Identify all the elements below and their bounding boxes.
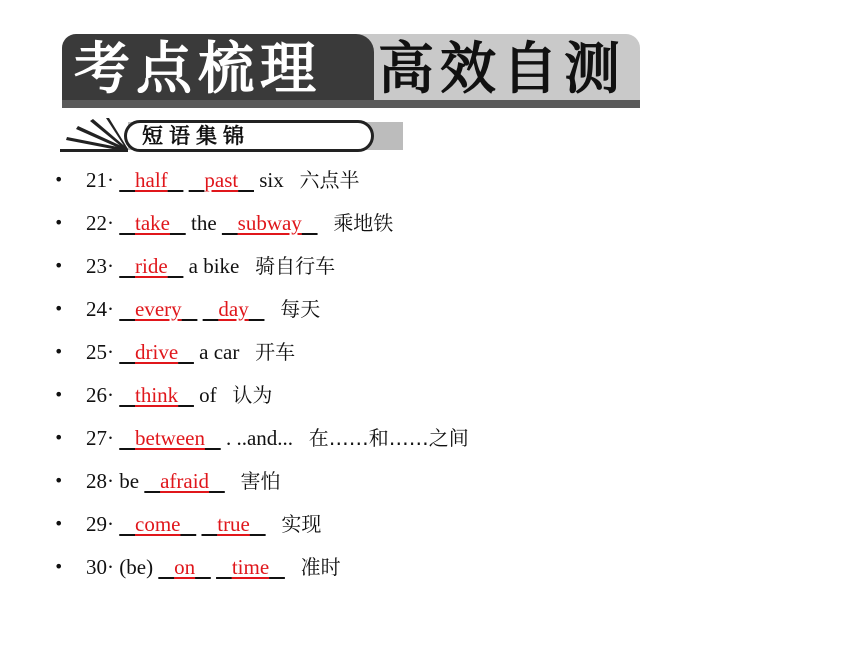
item-number: 26 <box>86 383 107 407</box>
item-prefix: be <box>119 469 140 493</box>
answer-2: past <box>204 168 239 192</box>
item-number: 30 <box>86 555 107 579</box>
item-separator: · <box>107 383 114 407</box>
item-separator: · <box>107 254 114 278</box>
item-middle: . ..and... <box>225 426 294 450</box>
item-number: 21 <box>86 168 107 192</box>
blank-1 <box>119 254 183 278</box>
bullet-icon: • <box>54 428 64 447</box>
item-middle: a car <box>199 340 240 364</box>
item-number: 23 <box>86 254 107 278</box>
item-chinese: 在……和……之间 <box>308 426 469 450</box>
item-chinese: 认为 <box>232 383 273 407</box>
bullet-icon: • <box>54 170 64 189</box>
answer-1: drive <box>135 340 179 364</box>
answer-1: take <box>135 211 170 235</box>
item-number: 24 <box>86 297 107 321</box>
list-item <box>52 375 469 418</box>
bullet-icon: • <box>54 342 64 361</box>
list-item <box>52 246 469 289</box>
blank-1 <box>119 426 220 450</box>
answer-1: afraid <box>160 469 210 493</box>
item-prefix: (be) <box>119 555 154 579</box>
item-separator: · <box>107 555 114 579</box>
item-chinese: 六点半 <box>299 168 360 192</box>
answer-1: come <box>135 512 181 536</box>
answer-2: day <box>218 297 249 321</box>
item-separator: · <box>107 512 114 536</box>
list-item <box>52 203 469 246</box>
item-chinese: 害怕 <box>240 469 281 493</box>
bullet-icon: • <box>54 299 64 318</box>
item-separator: · <box>107 211 114 235</box>
answer-1: between <box>135 426 205 450</box>
item-middle: of <box>199 383 217 407</box>
item-separator: · <box>107 168 114 192</box>
list-item <box>52 289 469 332</box>
answer-1: on <box>174 555 196 579</box>
item-separator: · <box>107 340 114 364</box>
list-item <box>52 418 469 461</box>
item-separator: · <box>107 469 114 493</box>
banner-left-title: 考点梳理 <box>74 37 322 102</box>
item-number: 25 <box>86 340 107 364</box>
list-item <box>52 332 469 375</box>
item-chinese: 开车 <box>255 340 296 364</box>
item-suffix: six <box>259 168 284 192</box>
item-chinese: 每天 <box>280 297 321 321</box>
blank-2 <box>216 555 285 579</box>
bullet-icon: • <box>54 256 64 275</box>
banner-right-title: 高效自测 <box>378 37 626 102</box>
list-item <box>52 461 469 504</box>
list-item <box>52 504 469 547</box>
bullet-icon: • <box>54 471 64 490</box>
blank-2 <box>201 512 265 536</box>
item-chinese: 乘地铁 <box>333 211 394 235</box>
item-middle: the <box>190 211 217 235</box>
phrase-list <box>52 160 469 590</box>
list-item <box>52 160 469 203</box>
blank-1 <box>144 469 224 493</box>
section-title: 短语集锦 <box>142 124 250 148</box>
header-banner <box>62 34 640 108</box>
answer-1: think <box>135 383 179 407</box>
blank-1 <box>119 512 196 536</box>
blank-1 <box>158 555 211 579</box>
list-item <box>52 547 469 590</box>
item-chinese: 准时 <box>300 555 341 579</box>
blank-2 <box>222 211 318 235</box>
bullet-icon: • <box>54 213 64 232</box>
answer-2: time <box>231 555 270 579</box>
blank-1 <box>119 211 185 235</box>
blank-2 <box>203 297 265 321</box>
blank-1 <box>119 297 197 321</box>
bullet-icon: • <box>54 514 64 533</box>
item-chinese: 实现 <box>281 512 322 536</box>
section-heading <box>58 118 403 154</box>
answer-1: every <box>135 297 182 321</box>
item-number: 27 <box>86 426 107 450</box>
answer-2: true <box>217 512 250 536</box>
answer-2: subway <box>237 211 302 235</box>
item-number: 29 <box>86 512 107 536</box>
bullet-icon: • <box>54 557 64 576</box>
item-separator: · <box>107 297 114 321</box>
blank-1 <box>119 383 194 407</box>
blank-1 <box>119 168 183 192</box>
answer-1: ride <box>135 254 168 278</box>
item-number: 28 <box>86 469 107 493</box>
item-chinese: 骑自行车 <box>255 254 336 278</box>
blank-2 <box>189 168 254 192</box>
blank-1 <box>119 340 194 364</box>
item-number: 22 <box>86 211 107 235</box>
answer-1: half <box>135 168 168 192</box>
bullet-icon: • <box>54 385 64 404</box>
item-middle: a bike <box>188 254 240 278</box>
item-separator: · <box>107 426 114 450</box>
